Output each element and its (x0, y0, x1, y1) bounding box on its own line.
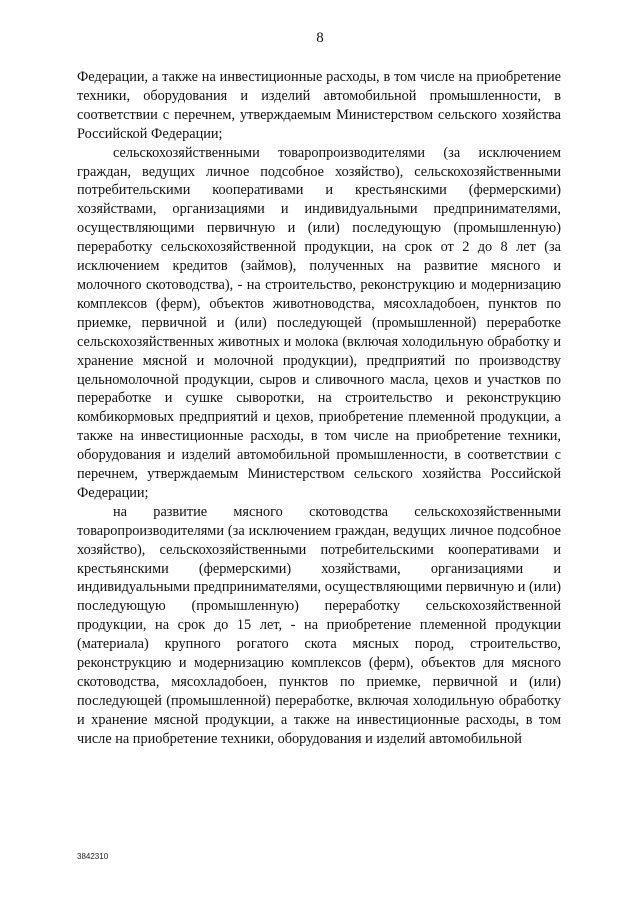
paragraph-continuation: Федерации, а также на инвестиционные расходы, в том числе на приобретение техники, оборудования и изделий автомобильной промышленности, в соответствии с перечнем, утверждаемым Министерством сельского хозяйства Российской Федерации; (77, 69, 561, 142)
document-code: 3842310 (77, 852, 109, 861)
paragraph-dairy-credits: сельскохозяйственными товаропроизводителями (за исключением граждан, ведущих личное подсобное хозяйство), сельскохозяйственными потребительскими кооперативами и крестьянскими (фермерскими) хозяйствами, организациями и индивидуальными предпринимателями, осуществляющими первичную и (или) последующую (промышленную) переработку сельскохозяйственной продукции, на срок от 2 до 8 лет (за исключением кредитов (займов), полученных на развитие мясного и молочного скотоводства), - на строительство, реконструкцию и модернизацию комплексов (ферм), объектов животноводства, мясохладобоен, пунктов по приемке, первичной и (или) последующей (промышленной) переработке сельскохозяйственных животных и молока (включая холодильную обработку и хранение мясной и молочной продукции), предприятий по производству цельномолочной продукции, сыров и сливочного масла, цехов и участков по переработке и сушке сыворотки, на строительство и реконструкцию комбикормовых предприятий и цехов, приобретение племенной продукции, а также на инвестиционные расходы, в том числе на приобретение техники, оборудования и изделий автомобильной промышленности, в соответствии с перечнем, утверждаемым Министерством сельского хозяйства Российской Федерации; (77, 144, 561, 501)
paragraph-beef-cattle-credits: на развитие мясного скотоводства сельскохозяйственными товаропроизводителями (за исключением граждан, ведущих личное подсобное хозяйство), сельскохозяйственными потребительскими кооперативами и крестьянскими (фермерскими) хозяйствами, организациями и индивидуальными предпринимателями, осуществляющими первичную и (или) последующую (промышленную) переработку сельскохозяйственной продукции, на срок до 15 лет, - на приобретение племенной продукции (материала) крупного рогатого скота мясных пород, строительство, реконструкцию и модернизацию комплексов (ферм), объектов для мясного скотоводства, мясохладобоен, пунктов по приемке, первичной и (или) последующей (промышленной) переработке, включая холодильную обработку и хранение мясной продукции, а также на инвестиционные расходы, в том числе на приобретение техники, оборудования и изделий автомобильной (77, 503, 561, 747)
page-number: 8 (316, 30, 324, 46)
document-body (77, 68, 561, 749)
